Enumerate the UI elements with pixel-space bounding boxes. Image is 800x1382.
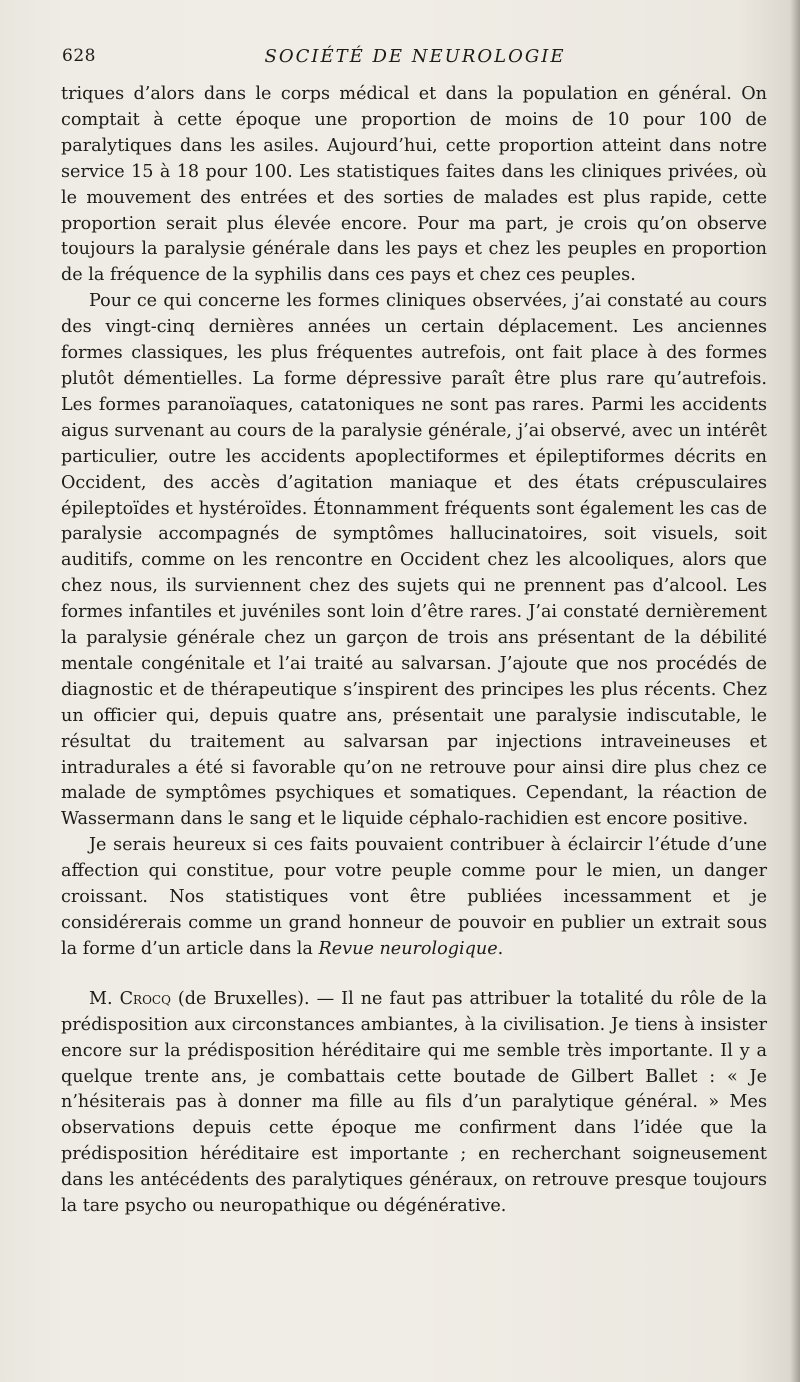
paragraph-continuation: triques d’alors dans le corps médical et dans la population en général. On comptait à cette époque une proportion de moins de 10 pour 100 de paralytiques dans les asiles. Aujourd’hui, cette proportion atteint dans notre service 15 à 18 pour 100. Les statistiques faites dans les cliniques privées, où le mouvement des entrées et des sorties de malades est plus rapide, cette proportion serait plus élevée encore. Pour ma part, je crois qu’on observe toujours la paralysie générale dans les pays et chez les peuples en proportion de la fréquence de la syphilis dans ces pays et chez ces peuples. bbox=[61, 84, 767, 286]
running-head: SOCIÉTÉ DE NEUROLOGIE bbox=[264, 46, 566, 67]
page-number: 628 bbox=[62, 46, 96, 66]
paragraph-crocq-reply bbox=[61, 987, 767, 1220]
speaker-name: Crocq bbox=[119, 988, 171, 1009]
closing-remarks-end: . bbox=[497, 938, 504, 959]
page-edge-shadow bbox=[790, 0, 800, 1382]
journal-title: Revue neurologique bbox=[318, 938, 498, 959]
body-text bbox=[61, 82, 767, 1220]
closing-remarks-text: Je serais heureux si ces faits pouvaient contribuer à éclaircir l’étude d’une affection qui constitue, pour votre peuple comme pour le mien, un danger croissant. Nos statistiques vont être publiées incessamment et je considérerais comme un grand honneur de pouvoir en publier un extrait sous la forme d’un article dans la bbox=[61, 835, 767, 959]
speaker-prefix: M. bbox=[89, 988, 120, 1009]
page-header bbox=[62, 46, 768, 74]
speaker-suffix: (de Bruxelles). — bbox=[170, 988, 342, 1009]
paragraph-closing-remarks bbox=[61, 833, 767, 963]
reply-text: Il ne faut pas attribuer la totalité du rôle de la prédisposition aux circonstances ambiantes, à la civilisation. Je tiens à insister encore sur la prédisposition héréditaire qui me semble très importante. Il y a quelque trente ans, je combattais cette boutade de Gilbert Ballet : « Je n’hésiterais pas à donner ma fille au fils d’un paralytique général. » Mes observations depuis cette époque me confirment dans l’idée que la prédisposition héréditaire est importante ; en recherchant soigneusement dans les antécédents des paralytiques généraux, on retrouve presque toujours la tare psycho ou neuropathique ou dégénérative. bbox=[61, 988, 767, 1217]
paragraph-clinical-forms: Pour ce qui concerne les formes cliniques observées, j’ai constaté au cours des vingt-cinq dernières années un certain déplacement. Les anciennes formes classiques, les plus fréquentes autrefois, ont fait place à des formes plutôt démentielles. La forme dépressive paraît être plus rare qu’autrefois. Les formes paranoïaques, catatoniques ne sont pas rares. Parmi les accidents aigus survenant au cours de la paralysie générale, j’ai observé, avec un intérêt particulier, outre les accidents apoplectiformes et épileptiformes décrits en Occident, des accès d’agitation maniaque et des états crépusculaires épileptoïdes et hystéroïdes. Étonnamment fréquents sont également les cas de paralysie accompagnés de symptômes hallucinatoires, soit visuels, soit auditifs, comme on les rencontre en Occident chez les alcooliques, alors que chez nous, ils surviennent chez des sujets qui ne prennent pas d’alcool. Les formes infantiles et juvéniles sont loin d’être rares. J’ai constaté dernièrement la paralysie générale chez un garçon de trois ans présentant de la débilité mentale congénitale et l’ai traité au salvarsan. J’ajoute que nos procédés de diagnostic et de thérapeutique s’inspirent des principes les plus récents. Chez un officier qui, depuis quatre ans, présentait une paralysie indiscutable, le résultat du traitement au salvarsan par injections intraveineuses et intradurales a été si favorable qu’on ne retrouve pour ainsi dire plus chez ce malade de symptômes psychiques et somatiques. Cependant, la réaction de Wassermann dans le sang et le liquide céphalo-rachidien est encore positive. bbox=[61, 291, 767, 830]
